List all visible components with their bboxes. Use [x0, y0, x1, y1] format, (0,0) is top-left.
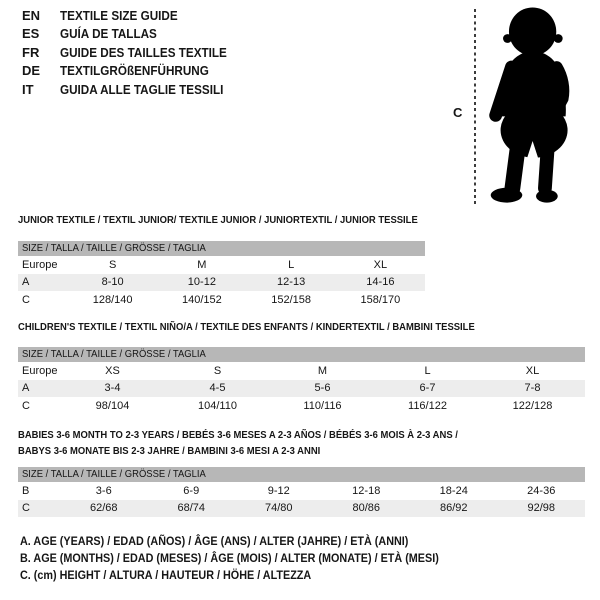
table-cell: 128/140 [92, 293, 133, 306]
language-header [22, 7, 245, 99]
legend-line-b: B. AGE (MONTHS) / EDAD (MESES) / ÂGE (MOIS) / ALTER (MONATE) / ETÀ (MESI) [20, 551, 439, 566]
table-cell: 4-5 [209, 382, 226, 395]
table-cell: 12-18 [352, 484, 381, 497]
table-cell: 5-6 [314, 382, 331, 395]
table-cell: 9-12 [267, 484, 290, 497]
language-title: TEXTILE SIZE GUIDE [60, 8, 178, 23]
language-code: EN [22, 8, 41, 23]
row-label: C [22, 399, 30, 412]
language-title: TEXTILGRÖßENFÜHRUNG [60, 63, 209, 79]
table-cell: S [108, 258, 117, 271]
table-row-a [18, 274, 425, 292]
row-label: A [22, 276, 30, 289]
table-cell: 86/92 [439, 502, 468, 515]
table-row-c [18, 500, 585, 518]
table-cell: 80/86 [352, 502, 381, 515]
language-code: DE [22, 63, 41, 79]
table-cell: 6-9 [183, 484, 200, 497]
baby-silhouette-icon [487, 5, 592, 207]
table-cell: 3-6 [95, 484, 112, 497]
table-cell: 140/152 [181, 293, 222, 306]
table-cell: 152/158 [271, 293, 311, 306]
table-cell: 74/80 [264, 502, 293, 515]
legend-line-a: A. AGE (YEARS) / EDAD (AÑOS) / ÂGE (ANS) / ALTER (JAHRE) / ETÀ (ANNI) [20, 534, 409, 548]
size-header-text: SIZE / TALLA / TAILLE / GRÖSSE / TAGLIA [22, 348, 206, 360]
size-header-bar [18, 241, 425, 256]
table-cell: 122/128 [512, 399, 553, 412]
size-header-text: SIZE / TALLA / TAILLE / GRÖSSE / TAGLIA [22, 242, 206, 254]
table-cell: 158/170 [360, 293, 401, 306]
size-header-text: SIZE / TALLA / TAILLE / GRÖSSE / TAGLIA [22, 468, 206, 480]
table-cell: M [197, 258, 207, 271]
row-label: C [22, 293, 30, 306]
table-cell: XS [105, 364, 120, 377]
table-cell: 18-24 [439, 484, 468, 497]
table-cell: 62/68 [89, 502, 118, 515]
table-cell: XL [373, 258, 388, 271]
size-header-bar [18, 347, 585, 362]
table-row-europe [18, 256, 425, 274]
table-row-a [18, 380, 585, 398]
children-table-title [18, 319, 526, 335]
language-code: FR [22, 44, 40, 60]
table-title-line: BABIES 3-6 MONTH TO 2-3 YEARS / BEBÉS 3-6 MESES A 2-3 AÑOS / BÉBÉS 3-6 MOIS À 2-3 ANS / [18, 429, 458, 441]
table-row-europe [18, 362, 585, 380]
table-cell: M [317, 364, 328, 377]
row-label: Europe [22, 364, 58, 377]
row-label: B [22, 484, 30, 497]
language-row-es [22, 25, 245, 43]
babies-table-title [18, 427, 507, 459]
table-cell: L [424, 364, 431, 377]
table-cell: 68/74 [177, 502, 206, 515]
table-title-line: JUNIOR TEXTILE / TEXTIL JUNIOR/ TEXTILE JUNIOR / JUNIORTEXTIL / JUNIOR TESSILE [18, 214, 418, 226]
table-cell: 8-10 [101, 276, 124, 289]
table-cell: 92/98 [527, 502, 556, 515]
table-cell: 110/116 [303, 399, 342, 412]
table-cell: 14-16 [366, 276, 395, 289]
table-cell: 116/122 [408, 399, 447, 412]
language-row-fr [22, 44, 245, 62]
table-cell: 104/110 [198, 399, 237, 412]
table-cell: S [213, 364, 222, 377]
language-title: GUÍA DE TALLAS [60, 26, 157, 42]
table-cell: 12-13 [277, 276, 306, 289]
junior-size-table [18, 241, 425, 309]
table-cell: 6-7 [419, 382, 436, 395]
table-title-line: CHILDREN'S TEXTILE / TEXTIL NIÑO/A / TEXTILE DES ENFANTS / KINDERTEXTIL / BAMBINI TESSILE [18, 321, 475, 333]
junior-table-title [18, 212, 462, 228]
measurement-legend [20, 533, 485, 585]
language-title: GUIDA ALLE TAGLIE TESSILI [60, 81, 224, 97]
table-cell: 98/104 [95, 399, 130, 412]
table-cell: 24-36 [527, 484, 556, 497]
table-row-b [18, 482, 585, 500]
table-cell: 7-8 [524, 382, 541, 395]
table-title-line: BABYS 3-6 MONATE BIS 2-3 JAHRE / BAMBINI 3-6 MESI A 2-3 ANNI [18, 445, 321, 457]
height-dashed-line [474, 9, 476, 206]
babies-size-table [18, 467, 585, 517]
table-row-c [18, 291, 425, 309]
legend-line-c: C. (cm) HEIGHT / ALTURA / HAUTEUR / HÖHE / ALTEZZA [20, 568, 312, 583]
language-code: IT [22, 81, 34, 97]
table-cell: XL [525, 364, 540, 377]
table-cell: 3-4 [104, 382, 121, 395]
language-title: GUIDE DES TAILLES TEXTILE [60, 44, 227, 60]
language-row-it [22, 81, 245, 99]
language-code: ES [22, 26, 40, 42]
language-row-en [22, 7, 245, 25]
children-size-table [18, 347, 585, 415]
table-row-c [18, 397, 585, 415]
row-label: Europe [22, 258, 58, 271]
row-label: A [22, 382, 30, 395]
table-cell: L [288, 258, 295, 271]
table-cell: 10-12 [187, 276, 216, 289]
size-header-bar [18, 467, 585, 482]
language-row-de [22, 62, 245, 80]
height-label-c: C [453, 105, 463, 120]
row-label: C [22, 502, 30, 515]
